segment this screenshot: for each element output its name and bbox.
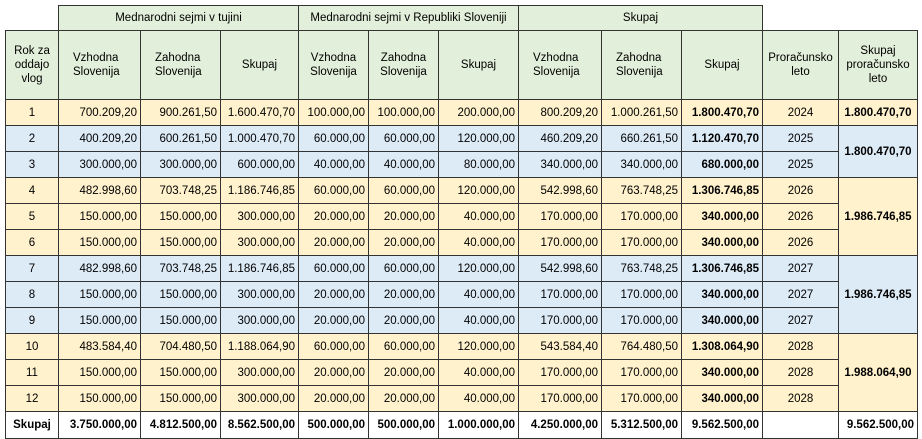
- cell-r-s: 200.000,00: [439, 100, 519, 126]
- cell-s-s: 1.800.470,70: [682, 100, 763, 126]
- cell-r-s: 40.000,00: [439, 204, 519, 230]
- cell-leto: 2028: [763, 334, 839, 360]
- sum-t-z: 4.812.500,00: [141, 412, 221, 439]
- table-row: [6, 360, 918, 386]
- cell-r-v: 40.000,00: [299, 152, 369, 178]
- cell-s-s: 340.000,00: [682, 360, 763, 386]
- cell-rok: 10: [6, 334, 59, 360]
- table-row: [6, 100, 918, 126]
- cell-t-v: 482.998,60: [59, 256, 141, 282]
- cell-s-v: 460.209,20: [519, 126, 602, 152]
- cell-t-z: 150.000,00: [141, 282, 221, 308]
- corner-blank: [6, 6, 59, 31]
- cell-r-s: 120.000,00: [439, 256, 519, 282]
- cell-leto: 2026: [763, 230, 839, 256]
- col-skupaj-zahodna: Zahodna Slovenija: [602, 31, 682, 100]
- col-skupaj-skupaj: Skupaj: [682, 31, 763, 100]
- cell-t-s: 300.000,00: [221, 308, 299, 334]
- table-row: [6, 308, 918, 334]
- cell-rok: 2: [6, 126, 59, 152]
- cell-r-z: 20.000,00: [369, 230, 439, 256]
- table-body: [6, 100, 918, 439]
- cell-leto: 2025: [763, 126, 839, 152]
- cell-s-z: 170.000,00: [602, 204, 682, 230]
- cell-leto: 2027: [763, 282, 839, 308]
- cell-t-v: 150.000,00: [59, 308, 141, 334]
- cell-s-v: 170.000,00: [519, 204, 602, 230]
- cell-r-z: 20.000,00: [369, 386, 439, 412]
- sum-r-v: 500.000,00: [299, 412, 369, 439]
- cell-s-z: 170.000,00: [602, 360, 682, 386]
- cell-r-z: 60.000,00: [369, 126, 439, 152]
- cell-s-v: 800.209,20: [519, 100, 602, 126]
- cell-t-z: 150.000,00: [141, 204, 221, 230]
- cell-r-z: 20.000,00: [369, 282, 439, 308]
- cell-t-v: 300.000,00: [59, 152, 141, 178]
- cell-s-z: 763.748,25: [602, 256, 682, 282]
- cell-t-z: 150.000,00: [141, 386, 221, 412]
- col-tujina-zahodna: Zahodna Slovenija: [141, 31, 221, 100]
- cell-s-s: 340.000,00: [682, 308, 763, 334]
- cell-leto: 2026: [763, 178, 839, 204]
- cell-t-z: 703.748,25: [141, 256, 221, 282]
- cell-s-s: 340.000,00: [682, 230, 763, 256]
- cell-s-s: 1.306.746,85: [682, 178, 763, 204]
- cell-r-z: 100.000,00: [369, 100, 439, 126]
- year-total-cell: 1.800.470,70: [839, 100, 918, 126]
- group-slovenija: Mednarodni sejmi v Republiki Sloveniji: [299, 6, 519, 31]
- col-skupaj-proracunsko-leto: Skupaj proračunsko leto: [839, 31, 918, 100]
- cell-t-v: 150.000,00: [59, 386, 141, 412]
- cell-t-s: 1.000.470,70: [221, 126, 299, 152]
- cell-s-s: 340.000,00: [682, 204, 763, 230]
- cell-t-v: 150.000,00: [59, 282, 141, 308]
- cell-s-v: 542.998,60: [519, 178, 602, 204]
- cell-r-z: 20.000,00: [369, 360, 439, 386]
- cell-rok: 12: [6, 386, 59, 412]
- cell-leto: 2025: [763, 152, 839, 178]
- sum-gap: [763, 412, 839, 439]
- table-row: [6, 230, 918, 256]
- cell-rok: 11: [6, 360, 59, 386]
- blank-skupaj-leto: [839, 6, 918, 31]
- col-skupaj-vzhodna: Vzhodna Slovenija: [519, 31, 602, 100]
- cell-t-v: 150.000,00: [59, 360, 141, 386]
- cell-s-z: 170.000,00: [602, 230, 682, 256]
- year-total-cell: 1.986.746,85: [839, 256, 918, 334]
- cell-t-z: 300.000,00: [141, 152, 221, 178]
- cell-t-s: 1.188.064,90: [221, 334, 299, 360]
- year-total-cell: 1.800.470,70: [839, 126, 918, 178]
- cell-s-v: 170.000,00: [519, 386, 602, 412]
- cell-leto: 2027: [763, 308, 839, 334]
- cell-s-s: 680.000,00: [682, 152, 763, 178]
- cell-r-v: 20.000,00: [299, 386, 369, 412]
- year-total-cell: 1.986.746,85: [839, 178, 918, 256]
- cell-r-v: 60.000,00: [299, 256, 369, 282]
- cell-r-s: 40.000,00: [439, 230, 519, 256]
- cell-rok: 9: [6, 308, 59, 334]
- cell-leto: 2024: [763, 100, 839, 126]
- cell-s-s: 1.120.470,70: [682, 126, 763, 152]
- col-slo-vzhodna: Vzhodna Slovenija: [299, 31, 369, 100]
- cell-t-v: 482.998,60: [59, 178, 141, 204]
- cell-s-z: 340.000,00: [602, 152, 682, 178]
- cell-r-z: 20.000,00: [369, 308, 439, 334]
- cell-r-v: 60.000,00: [299, 126, 369, 152]
- sum-row: [6, 412, 918, 439]
- cell-t-s: 1.600.470,70: [221, 100, 299, 126]
- cell-r-v: 100.000,00: [299, 100, 369, 126]
- cell-s-z: 170.000,00: [602, 282, 682, 308]
- cell-s-v: 170.000,00: [519, 360, 602, 386]
- cell-rok: 7: [6, 256, 59, 282]
- cell-r-s: 120.000,00: [439, 178, 519, 204]
- cell-rok: 8: [6, 282, 59, 308]
- cell-t-z: 600.261,50: [141, 126, 221, 152]
- sum-r-z: 500.000,00: [369, 412, 439, 439]
- table-row: [6, 282, 918, 308]
- cell-leto: 2028: [763, 360, 839, 386]
- cell-s-v: 340.000,00: [519, 152, 602, 178]
- cell-s-z: 763.748,25: [602, 178, 682, 204]
- year-total-cell: 1.988.064,90: [839, 334, 918, 412]
- table-row: [6, 256, 918, 282]
- cell-t-v: 150.000,00: [59, 230, 141, 256]
- cell-s-s: 1.308.064,90: [682, 334, 763, 360]
- cell-t-z: 150.000,00: [141, 360, 221, 386]
- cell-s-v: 543.584,40: [519, 334, 602, 360]
- sum-r-s: 1.000.000,00: [439, 412, 519, 439]
- cell-t-s: 300.000,00: [221, 204, 299, 230]
- col-rok: Rok za oddajo vlog: [6, 31, 59, 100]
- cell-rok: 1: [6, 100, 59, 126]
- group-tujina: Mednarodni sejmi v tujini: [59, 6, 299, 31]
- cell-t-z: 704.480,50: [141, 334, 221, 360]
- cell-t-s: 1.186.746,85: [221, 256, 299, 282]
- cell-r-v: 20.000,00: [299, 360, 369, 386]
- cell-t-s: 300.000,00: [221, 230, 299, 256]
- cell-s-z: 1.000.261,50: [602, 100, 682, 126]
- cell-leto: 2027: [763, 256, 839, 282]
- sum-t-v: 3.750.000,00: [59, 412, 141, 439]
- table-row: [6, 386, 918, 412]
- cell-r-s: 40.000,00: [439, 360, 519, 386]
- cell-r-v: 20.000,00: [299, 308, 369, 334]
- cell-r-v: 20.000,00: [299, 282, 369, 308]
- cell-t-v: 400.209,20: [59, 126, 141, 152]
- cell-t-v: 150.000,00: [59, 204, 141, 230]
- cell-r-v: 60.000,00: [299, 178, 369, 204]
- cell-t-z: 703.748,25: [141, 178, 221, 204]
- cell-s-v: 170.000,00: [519, 308, 602, 334]
- cell-t-v: 483.584,40: [59, 334, 141, 360]
- table-row: [6, 334, 918, 360]
- cell-t-z: 900.261,50: [141, 100, 221, 126]
- col-tujina-skupaj: Skupaj: [221, 31, 299, 100]
- cell-rok: 6: [6, 230, 59, 256]
- cell-s-z: 660.261,50: [602, 126, 682, 152]
- table-row: [6, 152, 918, 178]
- cell-t-s: 300.000,00: [221, 386, 299, 412]
- cell-r-v: 60.000,00: [299, 334, 369, 360]
- col-proracunsko-leto: Proračunsko leto: [763, 31, 839, 100]
- cell-s-v: 170.000,00: [519, 282, 602, 308]
- cell-leto: 2026: [763, 204, 839, 230]
- cell-s-z: 764.480,50: [602, 334, 682, 360]
- col-slo-zahodna: Zahodna Slovenija: [369, 31, 439, 100]
- cell-r-s: 40.000,00: [439, 386, 519, 412]
- cell-r-s: 40.000,00: [439, 308, 519, 334]
- cell-s-s: 340.000,00: [682, 386, 763, 412]
- cell-r-z: 60.000,00: [369, 178, 439, 204]
- table-row: [6, 204, 918, 230]
- cell-r-v: 20.000,00: [299, 204, 369, 230]
- cell-rok: 3: [6, 152, 59, 178]
- cell-r-z: 60.000,00: [369, 256, 439, 282]
- group-header-row: [6, 6, 918, 31]
- cell-r-v: 20.000,00: [299, 230, 369, 256]
- cell-r-z: 20.000,00: [369, 204, 439, 230]
- cell-t-s: 600.000,00: [221, 152, 299, 178]
- cell-rok: 4: [6, 178, 59, 204]
- cell-s-s: 1.306.746,85: [682, 256, 763, 282]
- cell-s-v: 542.998,60: [519, 256, 602, 282]
- cell-t-s: 300.000,00: [221, 360, 299, 386]
- cell-r-s: 120.000,00: [439, 334, 519, 360]
- col-tujina-vzhodna: Vzhodna Slovenija: [59, 31, 141, 100]
- group-skupaj: Skupaj: [519, 6, 763, 31]
- cell-s-z: 170.000,00: [602, 308, 682, 334]
- cell-t-s: 300.000,00: [221, 282, 299, 308]
- column-header-row: [6, 31, 918, 100]
- cell-leto: 2028: [763, 386, 839, 412]
- sum-s-v: 4.250.000,00: [519, 412, 602, 439]
- sum-s-s: 9.562.500,00: [682, 412, 763, 439]
- cell-t-v: 700.209,20: [59, 100, 141, 126]
- cell-r-s: 120.000,00: [439, 126, 519, 152]
- cell-s-s: 340.000,00: [682, 282, 763, 308]
- col-slo-skupaj: Skupaj: [439, 31, 519, 100]
- cell-r-z: 60.000,00: [369, 334, 439, 360]
- sum-grand-total: 9.562.500,00: [839, 412, 918, 439]
- sum-label: Skupaj: [6, 412, 59, 439]
- sum-t-s: 8.562.500,00: [221, 412, 299, 439]
- budget-table: [5, 5, 918, 439]
- sum-s-z: 5.312.500,00: [602, 412, 682, 439]
- cell-s-v: 170.000,00: [519, 230, 602, 256]
- cell-t-s: 1.186.746,85: [221, 178, 299, 204]
- cell-t-z: 150.000,00: [141, 230, 221, 256]
- blank-leto: [763, 6, 839, 31]
- cell-rok: 5: [6, 204, 59, 230]
- cell-r-s: 80.000,00: [439, 152, 519, 178]
- cell-r-s: 40.000,00: [439, 282, 519, 308]
- cell-r-z: 40.000,00: [369, 152, 439, 178]
- table-row: [6, 178, 918, 204]
- cell-s-z: 170.000,00: [602, 386, 682, 412]
- table-row: [6, 126, 918, 152]
- cell-t-z: 150.000,00: [141, 308, 221, 334]
